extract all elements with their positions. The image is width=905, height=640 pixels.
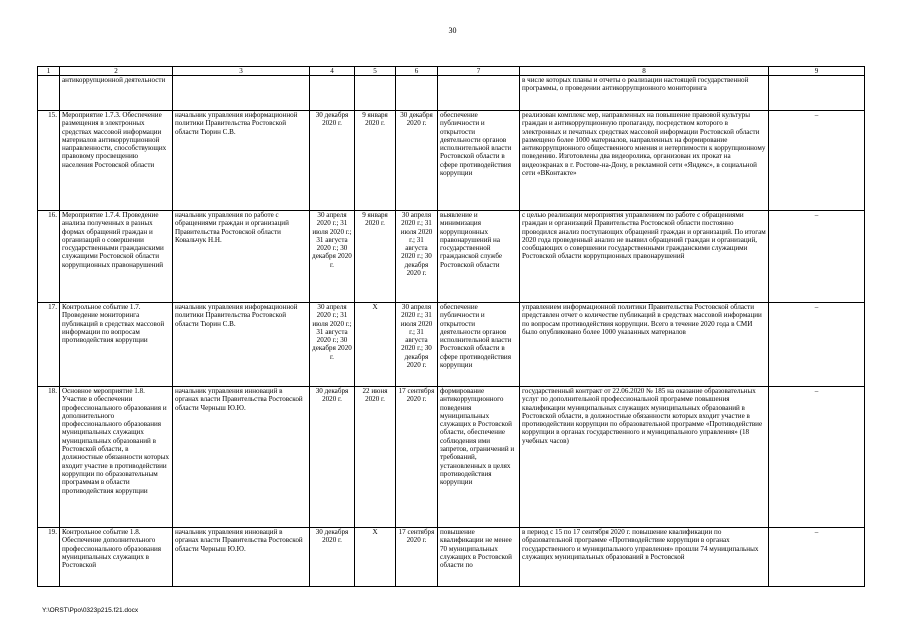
row-number: 17. [38, 303, 60, 387]
start-date: X [355, 528, 396, 587]
end-date: 17 сентября 2020 г. [396, 528, 438, 587]
end-date: 30 апреля 2020 г.; 31 июля 2020 г.; 31 августа 2020 г.; 30 декабря 2020 г. [396, 303, 438, 387]
expected-result: формирование антикоррупционного поведения муниципальных служащих в Ростовской области, обеспечение соблюдения ими запретов, ограничений и требований, установленных в целях противодействия коррупции [438, 387, 520, 528]
planned-date: 30 апреля 2020 г.; 31 июля 2020 г.; 31 августа 2020 г.; 30 декабря 2020 г. [310, 303, 355, 387]
header-cell: 6 [396, 67, 438, 76]
actual-result: в числе которых планы и отчеты о реализации настоящей государственной программы, о проведении антикоррупционного мониторинга [520, 76, 769, 111]
actual-result: реализован комплекс мер, направленных на повышение правовой культуры граждан и антикоррупционную пропаганду, посредством которого в электронных и печатных средствах массовой информации Ростовской области размещено более 1000 материалов, направленных на формирование антикоррупционного общественного мнения и нетерпимости к коррупционному поведению. Изготовлены два видеоролика, организован их прокат на видеоэкранах в г. Ростове-на-Дону, в рекламной сети «Яндекс», в социальной сети «ВКонтакте» [520, 111, 769, 211]
header-cell: 8 [520, 67, 769, 76]
table-row [38, 387, 865, 528]
expected-result: выявление и минимизация коррупционных правонарушений на государственной гражданской службе Ростовской области [438, 211, 520, 303]
row-number: 15. [38, 111, 60, 211]
responsible: начальник управления инноваций в органах власти Правительства Ростовской области Черныш Ю.Ю. [173, 528, 310, 587]
end-date: 17 сентября 2020 г. [396, 387, 438, 528]
end-date: 30 декабря 2020 г. [396, 111, 438, 211]
note [769, 76, 865, 111]
planned-date: 30 декабря 2020 г. [310, 528, 355, 587]
table-row [38, 211, 865, 303]
header-cell: 4 [310, 67, 355, 76]
table-row [38, 303, 865, 387]
end-date [396, 76, 438, 111]
table-row [38, 111, 865, 211]
header-cell: 7 [438, 67, 520, 76]
planned-date: 30 апреля 2020 г.; 31 июля 2020 г.; 31 августа 2020 г.; 30 декабря 2020 г. [310, 211, 355, 303]
note: – [769, 528, 865, 587]
end-date: 30 апреля 2020 г.; 31 июля 2020 г.; 31 августа 2020 г.; 30 декабря 2020 г. [396, 211, 438, 303]
table-row [38, 528, 865, 587]
table-header-row [38, 67, 865, 76]
event-name: Мероприятие 1.7.3. Обеспечение размещения в электронных средствах массовой информации материалов антикоррупционной направленности, способствующих правовому просвещению населения Ростовской области [60, 111, 173, 211]
note: – [769, 211, 865, 303]
report-table [37, 66, 865, 587]
planned-date: 30 декабря 2020 г. [310, 387, 355, 528]
start-date: 9 января 2020 г. [355, 111, 396, 211]
event-name: Мероприятие 1.7.4. Проведение анализа полученных в разных формах обращений граждан и организаций о совершении государственными гражданскими служащими Ростовской области коррупционных правонарушений [60, 211, 173, 303]
expected-result: обеспечение публичности и открытости деятельности органов исполнительной власти Ростовской области в сфере противодействия коррупции [438, 111, 520, 211]
responsible: начальник управления инноваций в органах власти Правительства Ростовской области Черныш Ю.Ю. [173, 387, 310, 528]
row-number [38, 76, 60, 111]
responsible: начальник управления информационной политики Правительства Ростовской области Тюрин С.В. [173, 111, 310, 211]
responsible [173, 76, 310, 111]
actual-result: государственный контракт от 22.06.2020 № 185 на оказание образовательных услуг по дополнительной профессиональной программе повышения квалификации муниципальных служащих муниципальных образований в Ростовской области, в должностные обязанности которых входит участие в противодействии коррупции по образовательной программе «Противодействие коррупции в органах государственного и муниципального управления» (18 учебных часов) [520, 387, 769, 528]
note: – [769, 111, 865, 211]
actual-result: управлением информационной политики Правительства Ростовской области представлен отчет о количестве публикаций в средствах массовой информации по вопросам противодействия коррупции. Всего в течение 2020 года в СМИ было опубликовано более 1000 указанных материалов [520, 303, 769, 387]
expected-result: обеспечение публичности и открытости деятельности органов исполнительной власти Ростовской области в сфере противодействия коррупции [438, 303, 520, 387]
event-name: антикоррупционной деятельности [60, 76, 173, 111]
event-name: Контрольное событие 1.8. Обеспечение дополнительного профессионального образования муниципальных служащих в Ростовской [60, 528, 173, 587]
header-cell: 3 [173, 67, 310, 76]
start-date: 9 января 2020 г. [355, 211, 396, 303]
event-name: Основное мероприятие 1.8. Участие в обеспечении профессионального образования и дополнительного профессионального образования муниципальных служащих муниципальных образований в Ростовской области, в должностные обязанности которых входит участие в противодействии коррупции по образовательным программам в области противодействия коррупции [60, 387, 173, 528]
note: – [769, 303, 865, 387]
planned-date: 30 декабря 2020 г. [310, 111, 355, 211]
planned-date [310, 76, 355, 111]
header-cell: 2 [60, 67, 173, 76]
row-number: 16. [38, 211, 60, 303]
start-date: 22 июня 2020 г. [355, 387, 396, 528]
event-name: Контрольное событие 1.7. Проведение мониторинга публикаций в средствах массовой информации по вопросам противодействия коррупции [60, 303, 173, 387]
page-number: 30 [448, 26, 457, 35]
start-date: X [355, 303, 396, 387]
start-date [355, 76, 396, 111]
document-path-footer: Y:\ORST\Ppo\0323p215.f21.docx [42, 607, 139, 614]
header-cell: 1 [38, 67, 60, 76]
note: – [769, 387, 865, 528]
responsible: начальник управления информационной политики Правительства Ростовской области Тюрин С.В. [173, 303, 310, 387]
actual-result: с целью реализации мероприятия управлением по работе с обращениями граждан и организаций Правительства Ростовской области постоянно проводился анализ поступающих обращений граждан и организаций. По итогам 2020 года проведенный анализ не выявил обращений граждан и организаций, сообщающих о совершении государственными гражданскими служащими Ростовской области коррупционных правонарушений [520, 211, 769, 303]
actual-result: в период с 15 по 17 сентября 2020 г. повышение квалификации по образовательной программе «Противодействие коррупции в органах государственного и муниципального управления» прошли 74 муниципальных служащих муниципальных образований в Ростовской [520, 528, 769, 587]
row-number: 18. [38, 387, 60, 528]
table-row [38, 76, 865, 111]
header-cell: 9 [769, 67, 865, 76]
expected-result [438, 76, 520, 111]
row-number: 19. [38, 528, 60, 587]
responsible: начальник управления по работе с обращениями граждан и организаций Правительства Ростовской области Ковальчук Н.Н. [173, 211, 310, 303]
header-cell: 5 [355, 67, 396, 76]
expected-result: повышение квалификации не менее 70 муниципальных служащих в Ростовской области по [438, 528, 520, 587]
